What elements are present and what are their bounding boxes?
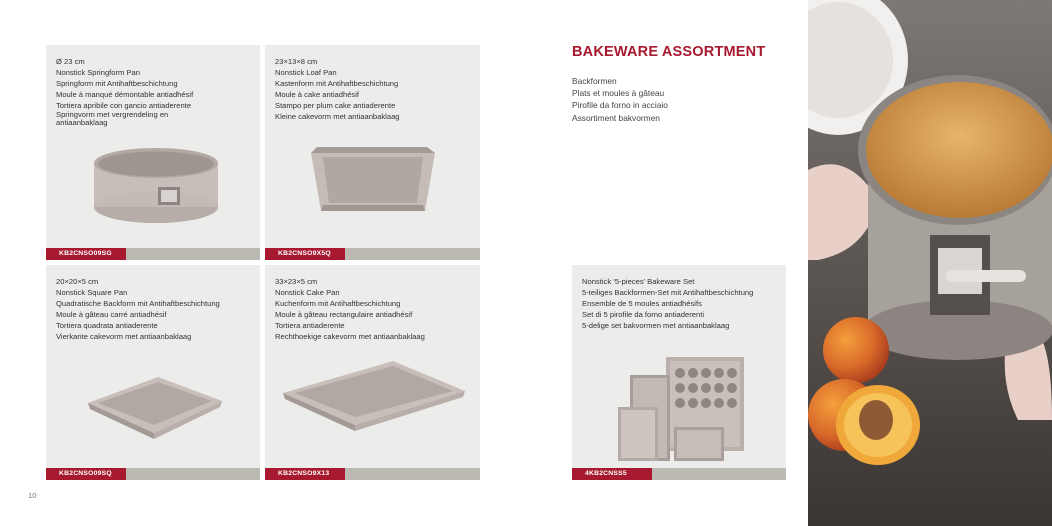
product-code: KB2CNSO9X5Q [265,248,345,260]
product-description [275,56,470,122]
product-name-de: 5-teiliges Backformen-Set mit Antihaftbeschichtung [582,288,754,297]
product-name-it: Set di 5 pirofile da forno antiaderenti [582,310,705,319]
product-code: 4KB2CNSS5 [572,468,652,480]
product-name-en: Nonstick ‘5-pieces’ Bakeware Set [582,277,695,286]
section-title: BAKEWARE ASSORTMENT [572,44,766,60]
product-size: Ø 23 cm [56,57,85,66]
product-name-nl-cont: antiaanbaklaag [56,118,108,127]
product-card-loaf [265,45,480,260]
square-pan-icon [84,363,226,443]
product-size: 33×23×5 cm [275,277,318,286]
subtitle-it: Pirofile da forno in acciaio [572,100,668,111]
product-name-en: Nonstick Square Pan [56,288,128,297]
product-card-springform [46,45,260,260]
product-name-nl: Rechthoekige cakevorm met antiaanbaklaag [275,332,425,341]
springform-pan-icon [86,145,226,230]
bakeware-set-icon [616,355,746,463]
product-description [56,276,250,342]
subtitle-fr: Plats et moules à gâteau [572,88,665,99]
product-name-de: Kuchenform mit Antihaftbeschichtung [275,299,401,308]
lifestyle-photo [808,0,1052,526]
section-subtitles [572,75,668,124]
product-description [275,276,470,342]
product-name-it: Tortiera apribile con gancio antiaderente [56,101,192,110]
product-name-nl: Vierkante cakevorm met antiaanbaklaag [56,332,192,341]
product-name-fr: Moule à cake antiadhésif [275,90,360,99]
product-name-it: Tortiera quadrata antiaderente [56,321,158,330]
springform-cake-photo [808,0,1052,526]
product-name-de: Kastenform mit Antihaftbeschichtung [275,79,399,88]
product-code: KB2CNSO9X13 [265,468,345,480]
product-name-fr: Moule à gâteau carré antiadhésif [56,310,167,319]
product-code: KB2CNSO09SG [46,248,126,260]
product-name-it: Tortiera antiaderente [275,321,345,330]
subtitle-nl: Assortiment bakvormen [572,112,660,123]
product-description [582,276,776,331]
product-name-fr: Ensemble de 5 moules antiadhésifs [582,299,702,308]
product-code: KB2CNSO09SQ [46,468,126,480]
product-card-cake [265,265,480,480]
product-name-nl: 5-delige set bakvormen met antiaanbaklaag [582,321,730,330]
subtitle-de: Backformen [572,76,617,86]
product-name-en: Nonstick Springform Pan [56,68,140,77]
product-name-en: Nonstick Loaf Pan [275,68,337,77]
product-size: 23×13×8 cm [275,57,318,66]
product-name-it: Stampo per plum cake antiaderente [275,101,396,110]
page-number-left: 10 [28,491,37,500]
cake-pan-icon [281,357,467,433]
product-name-fr: Moule à gâteau rectangulaire antiadhésif [275,310,413,319]
product-size: 20×20×5 cm [56,277,99,286]
product-card-square [46,265,260,480]
product-name-nl: Kleine cakevorm met antiaanbaklaag [275,112,400,121]
product-name-en: Nonstick Cake Pan [275,288,340,297]
loaf-pan-icon [303,143,443,223]
product-card-set [572,265,786,480]
product-name-fr: Moule à manqué démontable antiadhésif [56,90,194,99]
product-name-nl: Springvorm met vergrendeling en [56,110,169,119]
product-name-de: Quadratische Backform mit Antihaftbeschichtung [56,299,220,308]
product-name-de: Springform mit Antihaftbeschichtung [56,79,178,88]
product-description [56,56,250,127]
